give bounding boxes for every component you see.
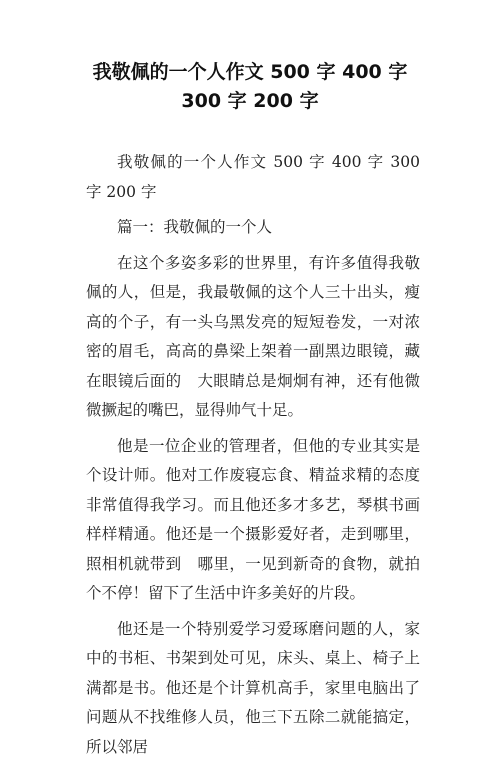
paragraph: 在这个多姿多彩的世界里，有许多值得我敬佩的人，但是，我最敬佩的这个人三十出头，瘦高的个子，有一头乌黑发亮的短短卷发，一对浓密的眉毛，高高的鼻梁上架着一副黑边眼镜，藏在眼镜后面的 大眼睛总是炯炯有神，还有他微微撅起的嘴巴，显得帅气十足。 <box>86 253 420 419</box>
document-body <box>86 148 420 768</box>
title-line-1: 我敬佩的一个人作文 500 字 400 字 <box>92 61 408 83</box>
paragraph: 他是一位企业的管理者，但他的专业其实是个设计师。他对工作废寝忘食、精益求精的态度非常值得我学习。而且他还多才多艺，琴棋书画样样精通。他还是一个摄影爱好者，走到哪里，照相机就带到 哪里，一见到新奇的食物，就拍个不停！留下了生活中许多美好的片段。 <box>86 436 420 602</box>
document-title <box>40 58 460 116</box>
paragraph-subtitle: 我敬佩的一个人作文 500 字 400 字 300 字 200 字 <box>86 153 420 201</box>
paragraph: 他还是一个特别爱学习爱琢磨问题的人，家中的书柜、书架到处可见，床头、桌上、椅子上满都是书。他还是个计算机高手，家里电脑出了问题从不找维修人员，他三下五除二就能搞定，所以邻居 <box>86 619 420 756</box>
paragraph-section-heading: 篇一：我敬佩的一个人 <box>117 218 273 236</box>
title-line-2: 300 字 200 字 <box>181 90 319 112</box>
